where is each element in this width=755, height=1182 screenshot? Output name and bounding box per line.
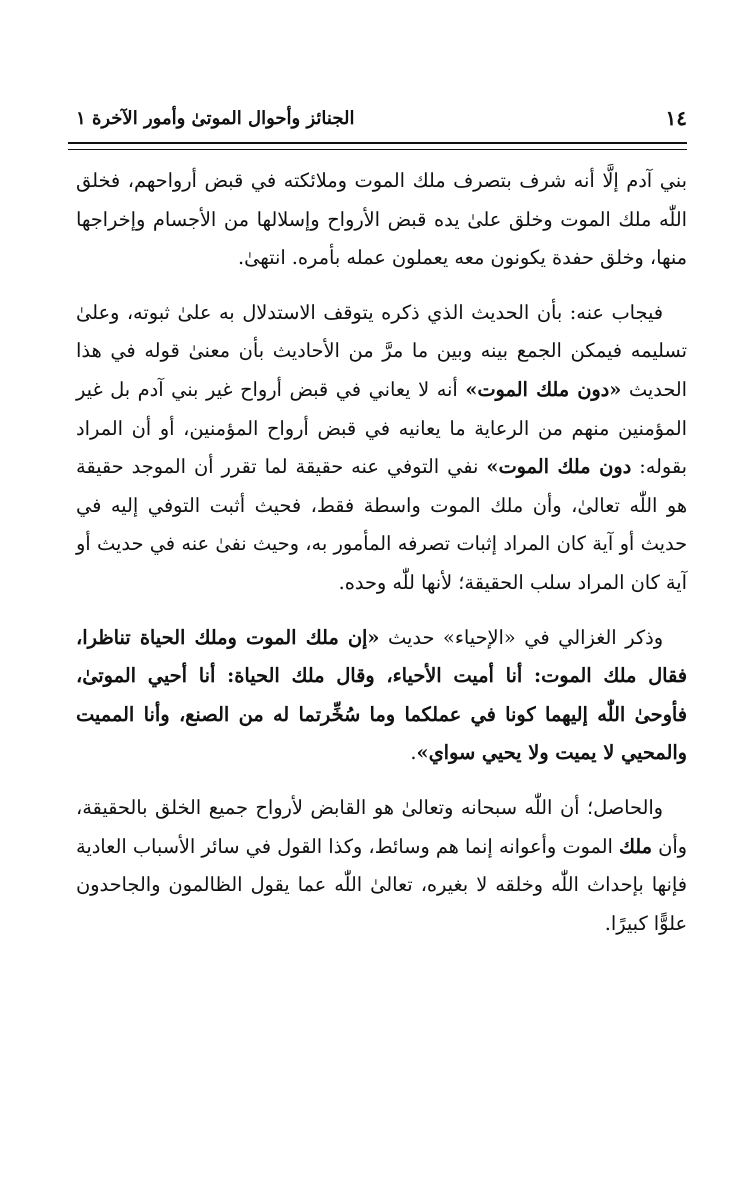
running-title: الجنائز وأحوال الموتىٰ وأمور الآخرة ١: [76, 107, 355, 129]
page-number: ١٤: [665, 106, 687, 130]
paragraph-4-bold-word: ملك: [619, 834, 652, 858]
paragraph-1-text: بني آدم إلَّا أنه شرف بتصرف ملك الموت وملائكته في قبض أرواحهم، فخلق اللّٰه ملك الموت وخلق علىٰ يده قبض الأرواح وإسلالها من الأجسام وإخراجها منها، وخلق حفدة يكونون معه يعملون عمله بأمره. انتهىٰ.: [76, 169, 687, 270]
paragraph-3-hadith: «إن ملك الموت وملك الحياة تناظرا، فقال ملك الموت: أنا أميت الأحياء، وقال ملك الحياة: أنا أحيي الموتىٰ، فأوحىٰ اللّٰه إليهما كونا في عملكما وما سُخِّرتما له من الصنع، وأنا المميت والمحيي لا يميت ولا يحيي سواي»: [76, 625, 687, 765]
paragraph-4: [76, 789, 687, 943]
paragraph-3: [76, 619, 687, 773]
paragraph-2-text-2: أنه لا يعاني في قبض أرواح غير بني آدم بل غير المؤمنين منهم من الرعاية ما يعانيه في قبض أرواح المؤمنين، أو أن المراد بقوله:: [76, 377, 687, 479]
paragraph-2-text-3: نفي التوفي عنه حقيقة لما تقرر أن الموجد حقيقة هو اللّٰه تعالىٰ، وأن ملك الموت واسطة فقط، فحيث أثبت التوفي إليه في حديث أو آية كان المراد إثبات تصرفه المأمور به، وحيث نفىٰ عنه في حديث أو آية كان المراد سلب الحقيقة؛ لأنها للّٰه وحده.: [76, 455, 687, 594]
paragraph-4-text-1: والحاصل؛ أن اللّٰه سبحانه وتعالىٰ هو القابض لأرواح جميع الخلق بالحقيقة، وأن: [76, 795, 687, 858]
header-divider: [68, 142, 687, 150]
paragraph-2-quote-2: دون ملك الموت»: [486, 455, 632, 479]
paragraph-1: [76, 162, 687, 278]
paragraph-3-text-2: .: [410, 741, 417, 765]
paragraph-3-text-1: وذكر الغزالي في «الإحياء» حديث: [379, 625, 664, 649]
paragraph-4-text-2: الموت وأعوانه إنما هم وسائط، وكذا القول في سائر الأسباب العادية فإنها بإحداث اللّٰه وخلقه لا بغيره، تعالىٰ اللّٰه عما يقول الظالمون والجاحدون علوًّا كبيرًا.: [76, 834, 687, 935]
body-text: [76, 162, 687, 943]
paragraph-2-text-1: فيجاب عنه: بأن الحديث الذي ذكره يتوقف الاستدلال به علىٰ ثبوته، وعلىٰ تسليمه فيمكن الجمع بينه وبين ما مرَّ من الأحاديث بأن معنىٰ قوله في هذا الحديث: [76, 300, 687, 401]
paragraph-2-quote-1: «دون ملك الموت»: [465, 377, 622, 401]
page-header: [76, 98, 687, 138]
paragraph-2: [76, 294, 687, 603]
